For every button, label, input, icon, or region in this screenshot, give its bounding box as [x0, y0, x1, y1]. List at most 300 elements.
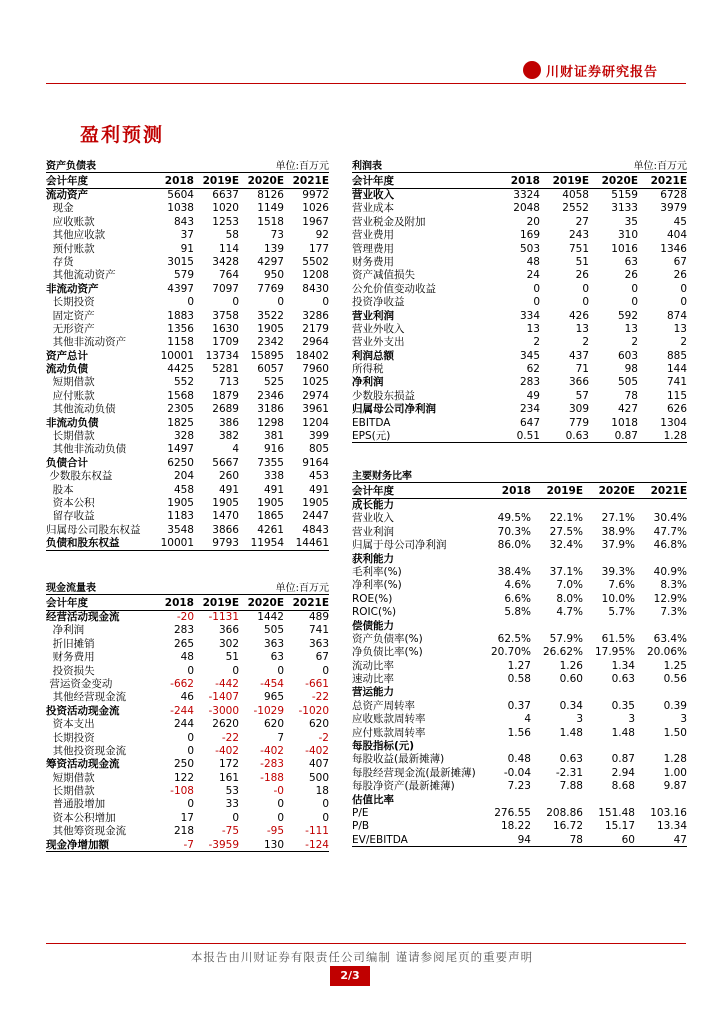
- cell-value: 0: [277, 296, 284, 309]
- table-row: [46, 470, 329, 483]
- cell-value: 1026: [302, 202, 329, 215]
- cell-value: -108: [170, 785, 194, 798]
- cell-value: 0.51: [516, 430, 540, 443]
- cell-value: 1016: [611, 242, 638, 255]
- cell-value: 0: [680, 282, 687, 295]
- cell-value: 0: [582, 296, 589, 309]
- cell-value: 7097: [212, 282, 239, 295]
- cell-value: 7.3%: [660, 606, 687, 619]
- cell-value: 505: [263, 624, 284, 637]
- row-header-label: 会计年度: [352, 175, 394, 187]
- column-header: 2018: [510, 175, 540, 187]
- cell-value: 0: [322, 664, 329, 677]
- cell-value: 4425: [167, 363, 194, 376]
- cell-value: 0: [631, 296, 638, 309]
- cell-value: 2: [680, 336, 687, 349]
- cell-value: 8126: [257, 189, 284, 201]
- cell-value: 78: [569, 833, 583, 846]
- cell-value: 46: [180, 691, 194, 704]
- cell-value: 10.0%: [601, 592, 635, 605]
- row-label: 其他筹资现金流: [46, 825, 127, 838]
- cell-value: 0.87: [614, 430, 638, 443]
- row-label: 投资净收益: [352, 296, 405, 309]
- cell-value: 0: [187, 296, 194, 309]
- row-label: 资本支出: [46, 718, 95, 731]
- cell-value: 552: [173, 376, 194, 389]
- row-label: ROE(%): [352, 592, 393, 605]
- cell-value: 4.6%: [504, 579, 531, 592]
- table-row: [46, 256, 329, 269]
- cell-value: 7769: [257, 282, 284, 295]
- cell-value: 1905: [302, 496, 329, 509]
- table-row: [352, 606, 687, 619]
- row-label: 净利润: [46, 624, 85, 637]
- cell-value: -95: [266, 825, 284, 838]
- cell-value: 525: [263, 376, 284, 389]
- cell-value: 0.35: [611, 699, 635, 712]
- cell-value: 250: [173, 758, 194, 771]
- table-row: [46, 457, 329, 470]
- cell-value: 10001: [160, 349, 194, 362]
- table-row: [352, 376, 687, 389]
- cell-value: 0: [582, 282, 589, 295]
- cell-value: 13: [526, 322, 540, 335]
- table-row: [352, 834, 687, 847]
- cell-value: 3: [680, 713, 687, 726]
- cell-value: 2305: [167, 403, 194, 416]
- cell-value: 276.55: [494, 806, 531, 819]
- cell-value: 713: [218, 376, 239, 389]
- table-row: [352, 310, 687, 323]
- row-label: 总资产周转率: [352, 699, 415, 712]
- cell-value: 404: [666, 229, 687, 242]
- table-row: [46, 189, 329, 202]
- cell-value: 2.94: [611, 766, 635, 779]
- row-label: 存货: [46, 255, 74, 268]
- cell-value: -442: [215, 677, 239, 690]
- cell-value: 63.4%: [653, 632, 687, 645]
- column-header: 2018: [164, 597, 194, 609]
- cell-value: 0.87: [611, 753, 635, 766]
- table-row: [46, 798, 329, 811]
- cell-value: 407: [308, 758, 329, 771]
- row-label: 归属母公司净利润: [352, 403, 436, 416]
- cell-value: 7355: [257, 456, 284, 469]
- cell-value: 67: [315, 651, 329, 664]
- row-label: 长期借款: [46, 430, 95, 443]
- cell-value: 338: [263, 470, 284, 483]
- table-row: [352, 753, 687, 766]
- table-row: [46, 296, 329, 309]
- cell-value: 243: [568, 229, 589, 242]
- cell-value: 1518: [257, 215, 284, 228]
- column-header: 2018: [164, 175, 194, 187]
- cell-value: 7: [277, 731, 284, 744]
- cell-value: 503: [519, 242, 540, 255]
- cell-value: 73: [270, 229, 284, 242]
- row-label: 每股净资产(最新摊薄): [352, 780, 455, 793]
- row-label: 其他非流动资产: [46, 336, 127, 349]
- cell-value: 18.22: [500, 820, 531, 833]
- cell-value: [635, 499, 687, 512]
- cell-value: 92: [315, 229, 329, 242]
- cell-value: -1020: [298, 704, 329, 717]
- cell-value: -3959: [208, 838, 239, 851]
- table-title: 主要财务比率: [352, 471, 412, 482]
- cell-value: 11954: [250, 537, 284, 550]
- table-title-bar: [352, 157, 687, 173]
- cell-value: 0: [187, 798, 194, 811]
- balance-sheet-table: [46, 157, 329, 551]
- table-row: [46, 510, 329, 523]
- cell-value: 1.26: [559, 659, 583, 672]
- cell-value: 4397: [167, 282, 194, 295]
- row-label: 其他流动负债: [46, 403, 116, 416]
- cell-value: 1.34: [611, 659, 635, 672]
- cell-value: 24: [526, 269, 540, 282]
- cell-value: 2689: [212, 403, 239, 416]
- column-header: 2021E: [650, 485, 687, 497]
- cell-value: 1020: [212, 202, 239, 215]
- cell-value: 4261: [257, 523, 284, 536]
- cell-value: 3015: [167, 255, 194, 268]
- table-title: 资产负债表: [46, 161, 96, 172]
- table-row: [352, 633, 687, 646]
- cell-value: 965: [263, 691, 284, 704]
- cell-value: 0: [277, 811, 284, 824]
- row-label: 营业税金及附加: [352, 215, 426, 228]
- row-label: 少数股东损益: [352, 389, 415, 402]
- cell-value: 3: [576, 713, 583, 726]
- cell-value: 843: [173, 215, 194, 228]
- table-row: [352, 283, 687, 296]
- cell-value: 500: [308, 771, 329, 784]
- table-row: [46, 202, 329, 215]
- cell-value: 3979: [660, 202, 687, 215]
- cell-value: 491: [263, 483, 284, 496]
- cell-value: 20.70%: [490, 646, 531, 659]
- cell-value: 1.25: [663, 659, 687, 672]
- cell-value: 13: [624, 322, 638, 335]
- cell-value: 6728: [660, 189, 687, 201]
- footer-note: 本报告由川财证券有限责任公司编制 谨请参阅尾页的重要声明: [190, 950, 534, 964]
- cell-value: 26: [624, 269, 638, 282]
- cell-value: 244: [173, 718, 194, 731]
- row-label: 非流动负债: [46, 416, 99, 429]
- row-label: 短期借款: [46, 771, 95, 784]
- table-row: [352, 363, 687, 376]
- cell-value: [635, 553, 687, 566]
- cell-value: 345: [519, 349, 540, 362]
- cell-value: 27.1%: [601, 512, 635, 525]
- cell-value: 0: [322, 296, 329, 309]
- cell-value: -1131: [208, 611, 239, 623]
- cell-value: 1630: [212, 322, 239, 335]
- cell-value: 1.48: [611, 726, 635, 739]
- cell-value: 491: [218, 483, 239, 496]
- cell-value: [479, 553, 531, 566]
- table-row: [352, 390, 687, 403]
- cell-value: 381: [263, 430, 284, 443]
- cell-value: 94: [517, 833, 531, 846]
- table-row: [46, 758, 329, 771]
- table-row: [46, 283, 329, 296]
- table-row: [46, 665, 329, 678]
- cell-value: 437: [568, 349, 589, 362]
- cell-value: 53: [225, 785, 239, 798]
- table-row: [352, 553, 687, 566]
- table-row: [46, 484, 329, 497]
- row-label: 普通股增加: [46, 798, 106, 811]
- row-label: EPS(元): [352, 430, 391, 443]
- row-label: 应收账款: [46, 215, 95, 228]
- cell-value: [583, 553, 635, 566]
- row-label: 营业收入: [352, 512, 394, 525]
- table-row: [352, 512, 687, 525]
- row-label: 速动比率: [352, 673, 394, 686]
- financial-ratios-table: [352, 467, 687, 847]
- cell-value: 2447: [302, 510, 329, 523]
- cell-value: 3961: [302, 403, 329, 416]
- cell-value: -7: [183, 838, 194, 851]
- column-header: 2021E: [292, 597, 329, 609]
- row-label: 净利率(%): [352, 579, 402, 592]
- row-label: 固定资产: [46, 309, 95, 322]
- cell-value: 204: [173, 470, 194, 483]
- cell-value: 20.06%: [646, 646, 687, 659]
- cell-value: 151.48: [598, 806, 635, 819]
- cell-value: 32.4%: [549, 539, 583, 552]
- table-row: [352, 820, 687, 833]
- cell-value: [479, 620, 531, 633]
- row-label: 归属母公司股东权益: [46, 523, 141, 536]
- cell-value: 48: [180, 651, 194, 664]
- cell-value: -2.31: [555, 766, 583, 779]
- cell-value: 115: [666, 389, 687, 402]
- row-header-label: 会计年度: [352, 485, 394, 497]
- cell-value: 3758: [212, 309, 239, 322]
- cell-value: 1158: [167, 336, 194, 349]
- table-header-row: [46, 173, 329, 189]
- cell-value: 57.9%: [549, 632, 583, 645]
- cell-value: 13: [673, 322, 687, 335]
- table-row: [352, 202, 687, 215]
- cash-flow-table: [46, 579, 329, 852]
- brand: [523, 60, 658, 80]
- cell-value: 130: [263, 838, 284, 851]
- cell-value: 491: [308, 483, 329, 496]
- cell-value: -454: [260, 677, 284, 690]
- cell-value: 0: [277, 664, 284, 677]
- table-row: [46, 216, 329, 229]
- table-title: 利润表: [352, 161, 382, 172]
- cell-value: 2179: [302, 322, 329, 335]
- table-row: [46, 839, 329, 852]
- row-label: 负债合计: [46, 456, 88, 469]
- cell-value: 1346: [660, 242, 687, 255]
- cell-value: 208.86: [546, 806, 583, 819]
- cell-value: 67: [673, 255, 687, 268]
- cell-value: 1865: [257, 510, 284, 523]
- cell-value: 47: [673, 833, 687, 846]
- cell-value: 0.39: [663, 699, 687, 712]
- row-label: 毛利率(%): [352, 565, 402, 578]
- cell-value: 620: [263, 718, 284, 731]
- cell-value: 58: [225, 229, 239, 242]
- cell-value: -662: [170, 677, 194, 690]
- column-header: 2020E: [598, 485, 635, 497]
- cell-value: 9.87: [663, 780, 687, 793]
- table-row: [46, 678, 329, 691]
- cell-value: 1.27: [507, 659, 531, 672]
- cell-value: 453: [308, 470, 329, 483]
- cell-value: 2342: [257, 336, 284, 349]
- cell-value: 1470: [212, 510, 239, 523]
- cell-value: 3428: [212, 255, 239, 268]
- table-row: [352, 646, 687, 659]
- row-label: 其他流动资产: [46, 269, 116, 282]
- table-title-bar: [46, 579, 329, 595]
- row-label: 短期借款: [46, 376, 95, 389]
- row-label: 经营活动现金流: [46, 611, 120, 623]
- cell-value: 950: [263, 269, 284, 282]
- cell-value: 7.0%: [556, 579, 583, 592]
- table-row: [46, 745, 329, 758]
- cell-value: 626: [666, 403, 687, 416]
- table-row: [46, 638, 329, 651]
- cell-value: 2346: [257, 389, 284, 402]
- cell-value: 0.63: [559, 753, 583, 766]
- cell-value: 779: [568, 416, 589, 429]
- brand-logo-icon: [523, 61, 541, 79]
- cell-value: 0: [533, 296, 540, 309]
- cell-value: 6.6%: [504, 592, 531, 605]
- table-row: [352, 216, 687, 229]
- table-row: [46, 443, 329, 456]
- table-row: [46, 732, 329, 745]
- cell-value: 15895: [250, 349, 284, 362]
- row-label: 财务费用: [352, 255, 394, 268]
- cell-value: 9972: [302, 189, 329, 201]
- cell-value: [583, 499, 635, 512]
- cell-value: -244: [170, 704, 194, 717]
- cell-value: 1018: [611, 416, 638, 429]
- cell-value: 8.0%: [556, 592, 583, 605]
- row-label: 负债和股东权益: [46, 537, 120, 550]
- row-label: 每股经营现金流(最新摊薄): [352, 766, 476, 779]
- table-row: [46, 624, 329, 637]
- cell-value: -2: [318, 731, 329, 744]
- cell-value: 0.48: [507, 753, 531, 766]
- table-row: [46, 363, 329, 376]
- cell-value: 0: [187, 744, 194, 757]
- cell-value: 1905: [257, 496, 284, 509]
- row-label: 资产负债率(%): [352, 632, 423, 645]
- row-label: P/B: [352, 820, 370, 833]
- cell-value: -661: [305, 677, 329, 690]
- cell-value: 4843: [302, 523, 329, 536]
- cell-value: 328: [173, 430, 194, 443]
- cell-value: -402: [305, 744, 329, 757]
- cell-value: 30.4%: [653, 512, 687, 525]
- cell-value: [635, 620, 687, 633]
- cell-value: 1208: [302, 269, 329, 282]
- cell-value: 6250: [167, 456, 194, 469]
- cell-value: 2620: [212, 718, 239, 731]
- cell-value: 39.3%: [601, 565, 635, 578]
- cell-value: 6057: [257, 363, 284, 376]
- cell-value: 37.1%: [549, 565, 583, 578]
- column-header: 2020E: [601, 175, 638, 187]
- cell-value: 2: [631, 336, 638, 349]
- cell-value: 0: [187, 664, 194, 677]
- cell-value: 234: [519, 403, 540, 416]
- row-label: 无形资产: [46, 322, 95, 335]
- row-label: 投资活动现金流: [46, 704, 120, 717]
- cell-value: 161: [218, 771, 239, 784]
- table-row: [46, 651, 329, 664]
- cell-value: 18: [315, 785, 329, 798]
- cell-value: 283: [173, 624, 194, 637]
- cell-value: -1029: [253, 704, 284, 717]
- table-row: [352, 256, 687, 269]
- cell-value: -0.04: [503, 766, 531, 779]
- cell-value: [479, 499, 531, 512]
- cell-value: 647: [519, 416, 540, 429]
- table-row: [352, 417, 687, 430]
- cell-value: 3: [628, 713, 635, 726]
- cell-value: 1905: [167, 496, 194, 509]
- cell-value: 592: [617, 309, 638, 322]
- table-row: [352, 780, 687, 793]
- cell-value: 2974: [302, 389, 329, 402]
- cell-value: [583, 740, 635, 753]
- cell-value: 9793: [212, 537, 239, 550]
- cell-value: 62.5%: [497, 632, 531, 645]
- cell-value: 603: [617, 349, 638, 362]
- cell-value: 5.8%: [504, 606, 531, 619]
- cell-value: 91: [180, 242, 194, 255]
- cell-value: 27: [575, 215, 589, 228]
- cell-value: 5281: [212, 363, 239, 376]
- row-label: 营运资金变动: [46, 677, 113, 690]
- column-header: 2019E: [552, 175, 589, 187]
- cell-value: -22: [221, 731, 239, 744]
- cell-value: 70.3%: [497, 525, 531, 538]
- cell-value: [635, 794, 687, 807]
- table-row: [352, 767, 687, 780]
- cell-value: 363: [263, 637, 284, 650]
- cell-value: 1568: [167, 389, 194, 402]
- cell-value: 426: [568, 309, 589, 322]
- row-label: 净利润: [352, 376, 384, 389]
- row-label: 资本公积增加: [46, 811, 116, 824]
- cell-value: 1.28: [663, 430, 687, 443]
- row-label: 流动资产: [46, 189, 88, 201]
- cell-value: 3186: [257, 403, 284, 416]
- cell-value: 579: [173, 269, 194, 282]
- cell-value: -188: [260, 771, 284, 784]
- cell-value: 0: [322, 798, 329, 811]
- cell-value: 1.48: [559, 726, 583, 739]
- cell-value: 62: [526, 363, 540, 376]
- cell-value: 1442: [257, 611, 284, 623]
- cell-value: [583, 620, 635, 633]
- table-row: [46, 718, 329, 731]
- cell-value: 0.56: [663, 673, 687, 686]
- row-label: 资产减值损失: [352, 269, 415, 282]
- cell-value: 1.28: [663, 753, 687, 766]
